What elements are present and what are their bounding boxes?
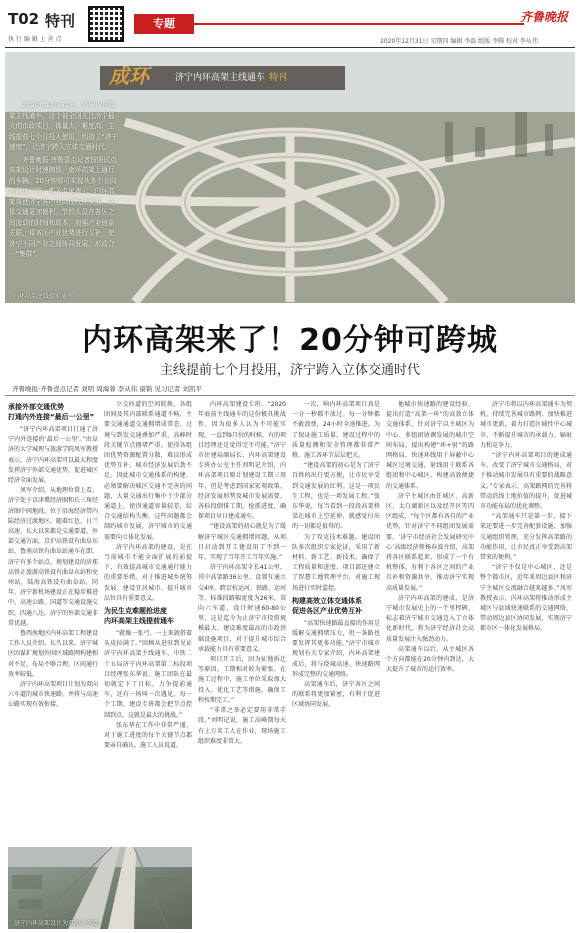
intro-text (9, 100, 121, 260)
article-column-4 (292, 400, 380, 930)
article-paragraph: “高架通车只是第一步，接下来还要进一步完善配套设施，加强交通组织管理，充分发挥高架路的功能作用，让市民真正享受到高架带来的便利。” (480, 513, 572, 562)
newspaper-logo: 齐鲁晚报 (520, 10, 569, 24)
page-header (0, 0, 580, 50)
article-paragraph: “济宁不仅是中心城区，还是整个都市区，近年来周边县区和济宁主城区交流融合越来越多。”凤军教授表示，内环高架将推动形成主城区与县域快速联系的交通网络，带动周边县区协同发展，实现济宁都市区一体化发展格局。 (480, 564, 572, 633)
banner-highlight: 特刊 (269, 73, 288, 83)
article-column-5 (386, 400, 474, 930)
article-paragraph: 内环高架建设专班。“2020年底前主线通车的这份极具挑战性，因为很多人认为不可能实现，一直到9月份的时候，有的项目经理还是觉得完不可能。”济宁市住建局副局长、内环高架建设专班办公室主任刘明记介绍，内环高架项目原计划建设工期三周年，但是考虑到国家宏观政策、经济发展形势及城市发展需要，各标段倒排工期，抢抓进度，确保项目早日建成通车。 (198, 401, 286, 521)
hero-photo (5, 52, 575, 303)
editors-line: 执 行 编 辑 上 善 点 (8, 36, 62, 43)
header-rule (5, 47, 575, 48)
header-divider (194, 23, 524, 25)
article-paragraph: 立交匝道的空间转换，各组团间及其内部联系通道不畅，主要交通通道交通拥堵成常态，过境与到发交通叠加严重，高峰时段关键节点拥堵严重。使得各组团优势资源配置分散，难以形成优势互补，城市经济发展后劲不足。因此城市交通体系的构建，必须要解决城区交通不完善的问题，大量交通出行集中于少部分通道上，使得通道容量较差，综合交通结构失衡。这些问题都会制约城市发展，济宁城市的交通需要向立体化发展。 (104, 401, 192, 541)
article-paragraph: “济宁内环高架项目打通了济宁内外连接的‘最后一公里’。”由阜济的大学城理与旅游学院凤军教授表示，济宁内环高架可以最大程度发挥济宁外部交通优势，促进城区经济全面发展。 (8, 426, 98, 485)
article-paragraph: 项目开工后，因为征地拆迁等原因，工期相对较为紧张。在施工过程中，施工单位采取加大投入、优化工艺等措施，确保工程按期完工。” (198, 656, 286, 704)
article-paragraph: 鲁西南地区内环高架工程建设工作人员介绍，长久以来，济宁城区因谋扩规划外围区域路网构建相对不足，布局不够合理，区间通行效率较低。 (8, 630, 98, 678)
section-name: 特刊 (45, 12, 76, 30)
intro-paragraph: 齐鲁晚报·齐鲁壹点记者按照试点高架设计时速测算，南环高架上通行的车辆，20分钟即可实现从多个方向跨越济宁城，都关专家表示，内环高架将使济宁各产业向现代化发展，立体交通更加便利，节约人员在各区之间流动的时间和成本，加强产业链条关联，将各区产业优势进行互补，使济宁不同产业之间协同发展，形成合一“集群”。 (9, 155, 117, 258)
byline: 齐鲁晚报·齐鲁壹点记者 刘明 周海蓉 李从伟 康锴 见习记者 刘凯平 (12, 385, 202, 393)
viaduct-photo (8, 847, 192, 929)
issue-meta: 2020年12月31日 星期四 编辑 李磊 组版 李腾 校对 李从伟 (380, 38, 538, 45)
article-paragraph: 他城市快速路的建设经验，提出打造“高架一环”的高效立体交通体系，针对济宁以主城区为中心、多组团协调发展的城市空间布局，提出构建“环+射”的路网格局，快速环线用于屏蔽中心城区过境交通，射线用于联系各组团和中心城区，构建高效便捷的交通体系。 (386, 401, 474, 490)
topic-tag: 专题 (134, 14, 194, 34)
article-column-1 (8, 400, 98, 840)
article-paragraph: 凤军介绍，从地理位置上看，济宁处于京津冀经济圈和长三角经济圈中间地段，位于沿海经济带内陆经济过渡地区，随着红色、日兰高速、长大以来都是交通要道，外部交通方面，京沪高铁设有曲阜东站，鲁南高铁有曲阜站通车在即，济宁有多个站点，规划建设的济郑高铁正旅游高铁设有曲阜东站和兖州站，陆海高铁设有曲阜站。同年，济宁新机场建设正在稳步推进中。高速公路、国道等交通设施交织，四通八达，济宁的外部交通非常优越。 (8, 487, 98, 627)
intro-paragraph: 2020年12月31日，济宁内环高架主线通车，这个被全国关注济宁最大的市政项目，体量大、难度高、主线提前七个月投入使用，创造了“济宁速度”，让济宁跨入立体交通时代。 (9, 101, 118, 151)
article-paragraph: “非常之举必定要用非常手段。”刘明记说，施工高峰期每天有上万名工人在作业，现场施工组织难度非常大。 (198, 707, 286, 745)
article-paragraph: “就像一张弓，一上来就搭着头皮拉满了。”回顾从进驻到见证济宁内环高架主线通车，中铁二十五局济宁内环高架第二标段项目经理张东华说，施工团队在最初就定下了目标，力争提前通车，还有一场叫一次遇见。每一个工期，建设专班都会把节点控制到点，这就是最大的挑战。” (104, 630, 192, 719)
section-heading: 构建高效立体交通体系 促进各区产业优势互补 (292, 596, 362, 615)
qr-code-icon (88, 6, 124, 42)
article-paragraph: 高架通车以后，从主城区各个方向都能在20分钟内到达，大大提升了城市的运行效率。 (386, 645, 474, 674)
article-paragraph: “建设高架的初心是为了济宁百姓的出行更方便，让市民享受到交通发展的红利。这是一项民生工程，也是一项发展工程。”张东华说，每当看到一段段高架桥梁在城市上空延伸，就感觉付出的一切都是值得的。 (292, 462, 380, 531)
article-paragraph: 高架通车后，济宁各区之间的联系将更加紧密，有利于促进区域协同发展。 (292, 681, 380, 709)
photo-caption: 济宁内环高架设计为双向六车道。 (14, 920, 105, 927)
section-heading: 为民生克难题抢进度 内环高架主线提前通车 (104, 607, 174, 626)
article-paragraph: 济宁市将以内环高架通车为契机，持续完善城市路网，加快推进城市更新，着力打造区域性中心城市，不断提升城市的承载力、辐射力和竞争力。 (480, 401, 572, 449)
banner-title (175, 70, 287, 83)
banner-title-text: 济宁内环高架主线通车 (175, 73, 266, 83)
article-paragraph: “济宁内环高架项目的建成通车，改变了济宁城市交通格局，对于推动城市发展具有重要的战略意义。”专家表示，高架路网的完善将带动沿线土地价值的提升，促进城市功能布局的优化调整。 (480, 452, 572, 511)
section-heading: 承接外部交通优势 打通内外连接“最后一公里” (8, 403, 95, 421)
article-paragraph: 一次，响内环高架项目真是一分一秒都不放过。每一分钟都不敢浪费，24小时全速推进。为了保证施工质量，建设过程中的质量检测和安全管理都非常严格，施工各环节层层把关。 (292, 401, 380, 460)
subheadline: 主线提前七个月投用，济宁跨入立体交通时代 (159, 363, 420, 378)
article-paragraph: 济宁内环高架项目计划为双向六车道的城市快速路，并将与高速公路实现有效衔接。 (8, 681, 98, 709)
article-paragraph: 济宁内环高架全长41公里，其中高架路36公里，设置互通立交4座，跨京杭运河、铁路、运河等，标准段路幅宽度为26米，双向六车道，设计时速60-80公里。这是迄今为止济宁市投资规模最大、建设难度最高的市政基础设施项目，对于提升城市综合承载能力具有重要意义。 (198, 564, 286, 653)
article-paragraph: “建设高架的初心就是为了缓解济宁城区交通拥堵问题，从项目启动到开工建设用了不到一年，实现了当年开工当年实施。” (198, 523, 286, 562)
article-paragraph: 济宁内环高架的建设，是在当前城市不能全面扩展的前提下，有效提高城市交通通行能力的重要举措。对于推进城乡统筹发展、建设宜居城市、提升城市品位具有重要意义。 (104, 543, 192, 602)
headline: 内环高架来了！20分钟可跨城 (82, 323, 498, 358)
article-paragraph: 张东华在工作中非常严谨，对于施工进度的每个关键节点都要亲自确认，施工人员说道。 (104, 721, 192, 750)
page-number: T02 (8, 10, 40, 28)
viaduct-illustration (8, 847, 192, 929)
article-column-6 (480, 400, 572, 930)
hero-caption: 内环高架主线提前通车 (13, 293, 74, 300)
article-paragraph: “高架快速路最直接的作用是缓解交通拥堵压力，但一条路也要发挥其更多功能。”济宁市城市规划有关专家介绍，内环高架建成后，将与绕城高速、快速路网形成完整的交通网络。 (292, 619, 380, 678)
article-paragraph: 济宁主城区由任城区、高新区、太白湖新区以及经开区等四区组成，“每个区都有各自的产业优势，针对济宁不同组团发展需要，‘济宁市经济社会发展研究中心’高级经济师杨春波介绍，高架将各区联系起来，形成了一个有机整体，有利于各区之间的产业互补和资源共享，推动济宁实现高质量发展。” (386, 492, 474, 592)
article-column-3 (198, 400, 286, 930)
banner-emblem: 成环 (109, 64, 149, 88)
byline-rule (5, 395, 575, 396)
article-paragraph: 为了攻克技术难题，建设团队多次组织专家论证，采用了新材料、新工艺、新技术，确保了工程质量和进度。项目部还建立了智慧工地管理平台，对施工现场进行实时监控。 (292, 533, 380, 592)
article-paragraph: 济宁内环高架的建成，是济宁城市发展史上的一个里程碑，标志着济宁城市交通迈入了立体化新时代，将为济宁经济社会高质量发展注入强劲动力。 (386, 594, 474, 643)
